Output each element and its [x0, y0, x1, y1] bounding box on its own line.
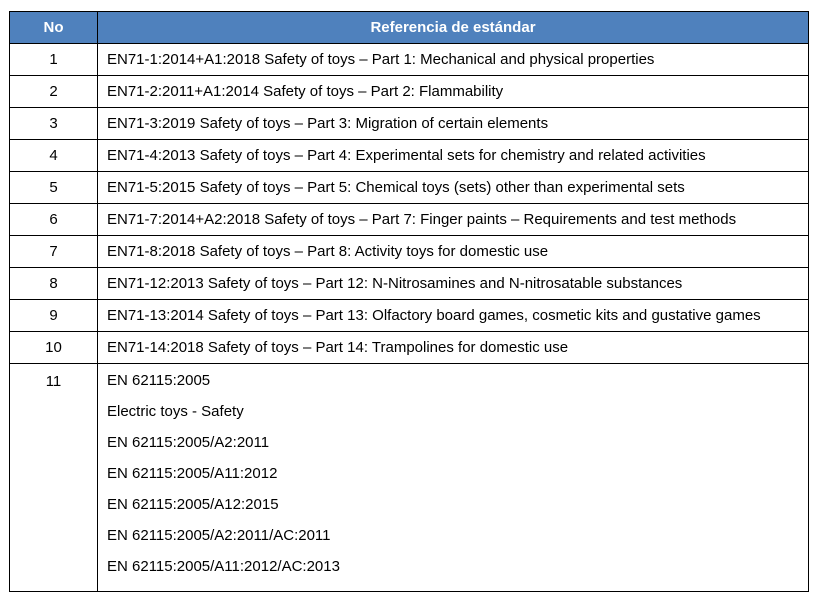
reference-line: EN 62115:2005/A12:2015	[107, 496, 279, 513]
row-reference: EN71-13:2014 Safety of toys – Part 13: Olfactory board games, cosmetic kits and gustative games	[98, 300, 809, 332]
row-reference: EN71-14:2018 Safety of toys – Part 14: Trampolines for domestic use	[98, 332, 809, 364]
reference-line: Electric toys - Safety	[107, 403, 244, 420]
row-number: 7	[10, 236, 98, 268]
table-row-multiline	[10, 364, 809, 592]
header-reference: Referencia de estándar	[98, 12, 809, 44]
reference-line: EN 62115:2005	[107, 372, 211, 389]
row-number: 11	[10, 364, 98, 592]
row-number: 3	[10, 108, 98, 140]
reference-line: EN 62115:2005/A2:2011/AC:2011	[107, 527, 331, 544]
table-row	[10, 108, 809, 140]
table-row	[10, 172, 809, 204]
table-row	[10, 332, 809, 364]
row-reference: EN71-1:2014+A1:2018 Safety of toys – Part 1: Mechanical and physical properties	[98, 44, 809, 76]
reference-line: EN 62115:2005/A11:2012	[107, 465, 278, 482]
row-reference: EN71-8:2018 Safety of toys – Part 8: Activity toys for domestic use	[98, 236, 809, 268]
row-reference: EN71-7:2014+A2:2018 Safety of toys – Part 7: Finger paints – Requirements and test methods	[98, 204, 809, 236]
table-row	[10, 236, 809, 268]
row-number: 5	[10, 172, 98, 204]
row-number: 9	[10, 300, 98, 332]
table-row	[10, 44, 809, 76]
header-row	[10, 12, 809, 44]
row-number: 2	[10, 76, 98, 108]
standards-table	[9, 11, 809, 592]
table-row	[10, 268, 809, 300]
row-number: 1	[10, 44, 98, 76]
header-no: No	[10, 12, 98, 44]
row-reference: EN71-2:2011+A1:2014 Safety of toys – Part 2: Flammability	[98, 76, 809, 108]
row-reference-list	[98, 364, 809, 592]
row-number: 4	[10, 140, 98, 172]
row-number: 10	[10, 332, 98, 364]
row-reference: EN71-12:2013 Safety of toys – Part 12: N-Nitrosamines and N-nitrosatable substances	[98, 268, 809, 300]
reference-line: EN 62115:2005/A11:2012/AC:2013	[107, 558, 340, 575]
row-number: 6	[10, 204, 98, 236]
table-row	[10, 204, 809, 236]
row-reference: EN71-4:2013 Safety of toys – Part 4: Experimental sets for chemistry and related activities	[98, 140, 809, 172]
table-row	[10, 300, 809, 332]
table-row	[10, 76, 809, 108]
table-row	[10, 140, 809, 172]
row-reference: EN71-5:2015 Safety of toys – Part 5: Chemical toys (sets) other than experimental sets	[98, 172, 809, 204]
row-reference: EN71-3:2019 Safety of toys – Part 3: Migration of certain elements	[98, 108, 809, 140]
reference-line: EN 62115:2005/A2:2011	[107, 434, 270, 451]
row-number: 8	[10, 268, 98, 300]
